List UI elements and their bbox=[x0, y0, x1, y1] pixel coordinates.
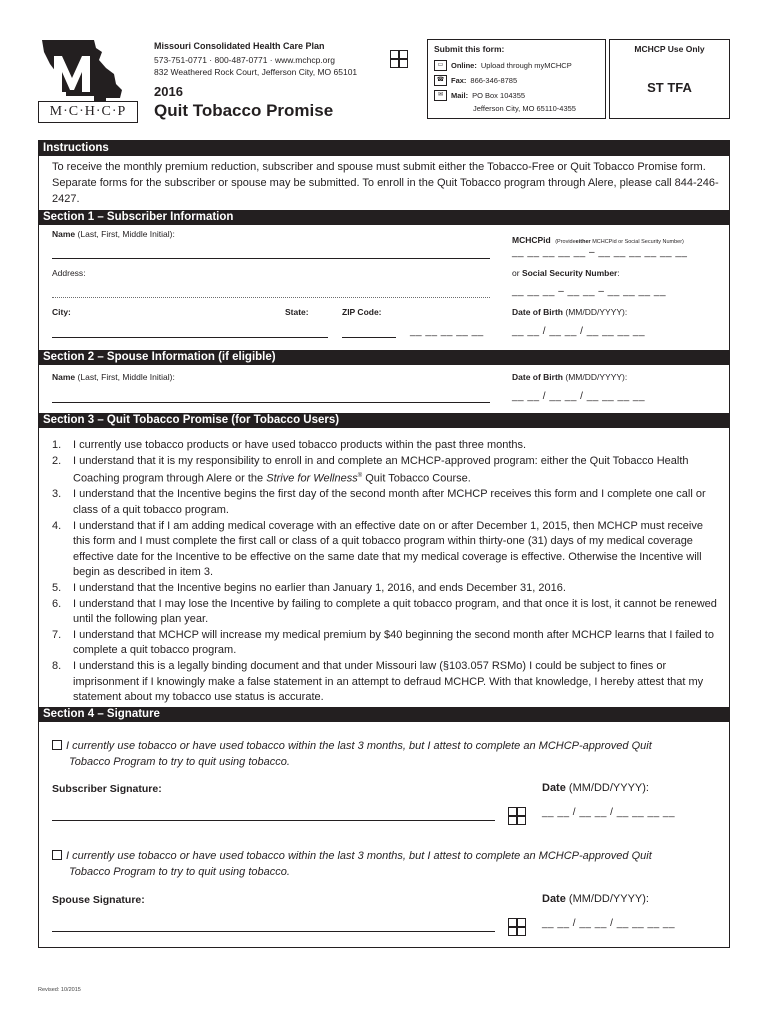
list-item: 3. I understand that the Incentive begins the first day of the second month after MCHCP receives this form and I complete one call or class of a quit tobacco program. bbox=[52, 488, 706, 517]
list-item: 4. I understand that if I am adding medical coverage with an effective date on or after December 1, 2015, then MCHCP must receive this form and I must complete the first call or class of a quit tobacco program within thirty-one (31) days of my medical coverage effective date for the Incentive to be effective on the same date that my medical coverage is effective. Otherwise the Incentive will begin as described in item 3. bbox=[52, 519, 703, 579]
envelope-icon: ✉ bbox=[434, 90, 447, 101]
missouri-state-icon bbox=[36, 38, 136, 104]
list-item: 2. I understand that it is my responsibility to enroll in and complete an MCHCP-approved program: either the Quit Tobacco Health Coaching program through Alere or the Strive for Wellness® Quit Tobacco Course. bbox=[52, 454, 689, 485]
ssn-label: or Social Security Number: bbox=[512, 268, 620, 278]
org-name: Missouri Consolidated Health Care Plan bbox=[154, 41, 325, 51]
revision-note: Revised: 10/2015 bbox=[38, 987, 81, 993]
mchcp-use-only-box bbox=[609, 39, 730, 119]
submit-fax: ☎ Fax: 866-346-8785 bbox=[434, 75, 517, 86]
corner-mark-icon bbox=[508, 807, 526, 825]
section4-heading: Section 4 – Signature bbox=[38, 707, 730, 722]
spouse-signature-label: Spouse Signature: bbox=[52, 894, 145, 906]
list-item: 5. I understand that the Incentive begins no earlier than January 1, 2016, and ends December 31, 2016. bbox=[52, 582, 566, 594]
subscriber-name-label: Name (Last, First, Middle Initial): bbox=[52, 229, 175, 239]
city-label: City: bbox=[52, 307, 71, 317]
computer-icon: ▭ bbox=[434, 60, 447, 71]
spouse-signature-field[interactable] bbox=[52, 931, 495, 932]
spouse-dob-field[interactable]: __ __ / __ __ / __ __ __ __ bbox=[512, 391, 646, 402]
corner-mark-icon bbox=[508, 918, 526, 936]
subscriber-signature-label: Subscriber Signature: bbox=[52, 783, 162, 795]
section2-heading: Section 2 – Spouse Information (if eligible) bbox=[38, 350, 730, 365]
subscriber-name-field[interactable] bbox=[52, 258, 490, 259]
subscriber-dob-field[interactable]: __ __ / __ __ / __ __ __ __ bbox=[512, 326, 646, 337]
subscriber-date-label: Date (MM/DD/YYYY): bbox=[542, 782, 649, 794]
submit-mail-city: Jefferson City, MO 65110-4355 bbox=[473, 104, 576, 113]
section1-heading: Section 1 – Subscriber Information bbox=[38, 210, 730, 225]
mchcpid-label: MCHCPid (Provideeither MCHCPid or Social Security Number) bbox=[512, 235, 684, 245]
address-field[interactable] bbox=[52, 297, 490, 298]
list-item: 8. I understand this is a legally binding document and that under Missouri law (§103.057 RSMo) I could be subject to fines or imprisonment if I knowingly make a false statement in an attempt to defraud MCHCP. With that knowledge, I hereby attest that my statement about my tobacco use status is accurate. bbox=[52, 659, 704, 704]
city-field[interactable] bbox=[52, 337, 328, 338]
ssn-field[interactable]: __ __ __ – __ __ – __ __ __ __ bbox=[512, 286, 667, 297]
zip-field[interactable]: __ __ __ __ __ bbox=[410, 326, 484, 337]
logo-wordmark: M·C·H·C·P bbox=[38, 101, 138, 123]
instructions-heading: Instructions bbox=[38, 141, 730, 156]
spouse-attest: I currently use tobacco or have used tobacco within the last 3 months, but I attest to complete an MCHCP-approved Quit Tobacco Program to try to quit using tobacco. bbox=[52, 848, 669, 880]
subscriber-signature-field[interactable] bbox=[52, 820, 495, 821]
spouse-date-field[interactable]: __ __ / __ __ / __ __ __ __ bbox=[542, 918, 676, 929]
form-year: 2016 bbox=[154, 84, 183, 99]
section3-heading: Section 3 – Quit Tobacco Promise (for Tobacco Users) bbox=[38, 413, 730, 428]
spouse-date-label: Date (MM/DD/YYYY): bbox=[542, 893, 649, 905]
fax-icon: ☎ bbox=[434, 75, 447, 86]
org-contact: 573-751-0771 · 800-487-0771 · www.mchcp.org bbox=[154, 55, 335, 65]
submit-title: Submit this form: bbox=[434, 44, 505, 54]
spouse-name-field[interactable] bbox=[52, 402, 490, 403]
mchcpid-field[interactable]: __ __ __ __ __ – __ __ __ __ __ __ bbox=[512, 247, 688, 258]
state-label: State: bbox=[285, 307, 309, 317]
org-address: 832 Weathered Rock Court, Jefferson City, MO 65101 bbox=[154, 67, 358, 77]
state-field[interactable] bbox=[342, 337, 396, 338]
subscriber-attest: I currently use tobacco or have used tobacco within the last 3 months, but I attest to complete an MCHCP-approved Quit Tobacco Program to try to quit using tobacco. bbox=[52, 738, 669, 770]
submit-info-box bbox=[427, 39, 606, 119]
list-item: 1. I currently use tobacco products or have used tobacco products within the past three months. bbox=[52, 439, 527, 451]
spouse-dob-label: Date of Birth (MM/DD/YYYY): bbox=[512, 372, 628, 382]
use-only-code: ST TFA bbox=[647, 80, 692, 95]
corner-mark-icon bbox=[390, 50, 408, 68]
subscriber-attest-checkbox[interactable] bbox=[52, 740, 62, 750]
submit-online: ▭ Online: Upload through myMCHCP bbox=[434, 60, 572, 71]
spouse-attest-checkbox[interactable] bbox=[52, 850, 62, 860]
promise-list bbox=[38, 438, 718, 706]
instructions-text: To receive the monthly premium reduction, subscriber and spouse must submit either the Tobacco-Free or Quit Tobacco Promise form. Separate forms for the subscriber or spouse may be submitted. To enroll in the Quit Tobacco program through Alere, please call 844-246-2427. bbox=[52, 161, 719, 205]
use-only-title: MCHCP Use Only bbox=[634, 44, 705, 54]
subscriber-dob-label: Date of Birth (MM/DD/YYYY): bbox=[512, 307, 628, 317]
subscriber-date-field[interactable]: __ __ / __ __ / __ __ __ __ bbox=[542, 807, 676, 818]
submit-mail: ✉ Mail: PO Box 104355 bbox=[434, 90, 525, 101]
zip-label: ZIP Code: bbox=[342, 307, 382, 317]
list-item: 7. I understand that MCHCP will increase my medical premium by $40 beginning the second month after MCHCP learns that I failed to complete a quit tobacco program. bbox=[52, 628, 714, 657]
spouse-name-label: Name (Last, First, Middle Initial): bbox=[52, 372, 175, 382]
address-label: Address: bbox=[52, 268, 86, 278]
list-item: 6. I understand that I may lose the Incentive by failing to complete a quit tobacco program, and that once it is lost, it cannot be renewed until the following plan year. bbox=[52, 597, 717, 626]
page-title: Quit Tobacco Promise bbox=[154, 101, 334, 120]
